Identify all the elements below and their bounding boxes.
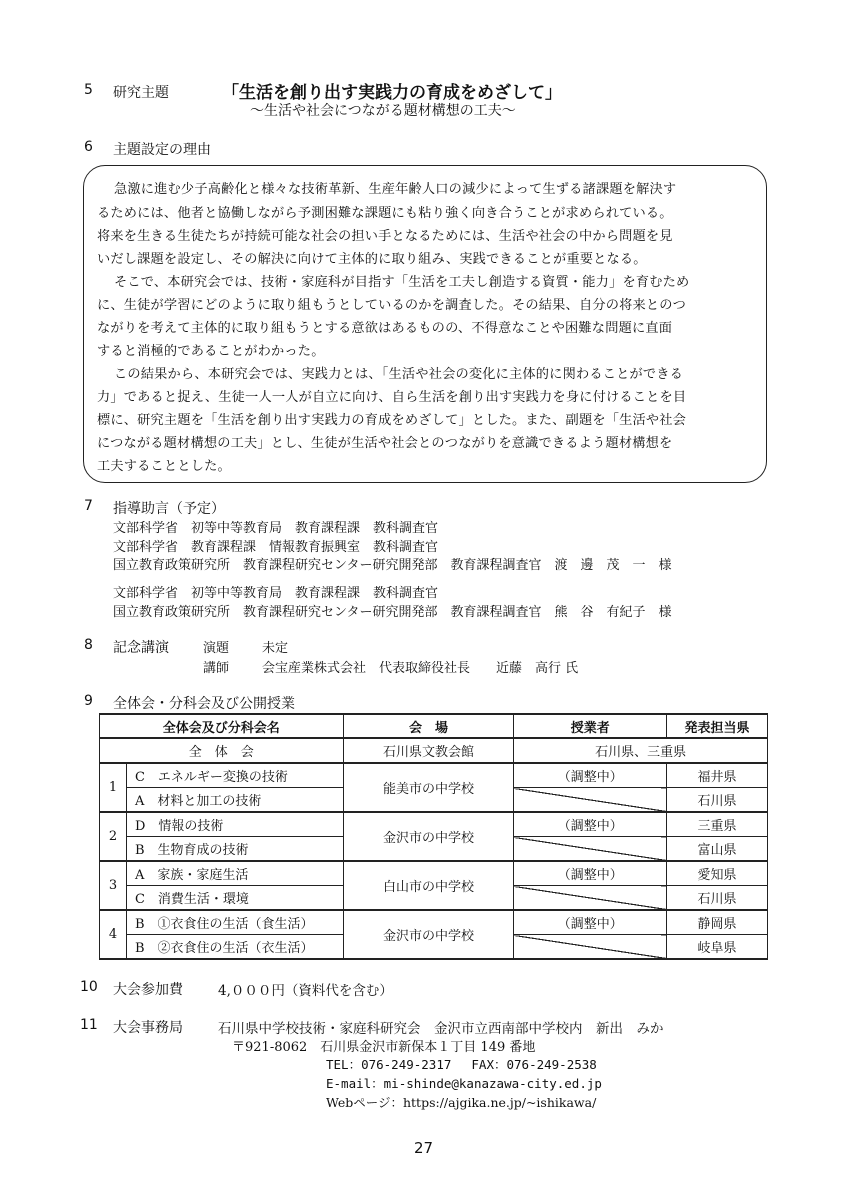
group-teacher: （調整中） xyxy=(514,861,667,886)
advisor-line: 文部科学省 初等中等教育局 教育課程課 教科調査官 xyxy=(113,586,439,601)
group-prefecture: 石川県 xyxy=(667,886,768,911)
section-6-heading: 主題設定の理由 xyxy=(113,142,211,158)
table-header-row xyxy=(100,714,768,738)
group-prefecture: 福井県 xyxy=(667,763,768,788)
lecture-speaker-value: 会宝産業株式会社 代表取締役社長 近藤 高行 氏 xyxy=(262,661,579,676)
secretariat-email[interactable]: E-mail：mi-shinde@kanazawa-city.ed.jp xyxy=(326,1076,602,1091)
section-7-number: 7 xyxy=(84,498,93,514)
group-topic: B ①衣食住の生活（食生活） xyxy=(126,910,343,935)
section-11-number: 11 xyxy=(80,1017,98,1033)
diagonal-blank-cell xyxy=(514,788,667,813)
section-10-heading: 大会参加費 xyxy=(113,982,183,998)
group-topic: D 情報の技術 xyxy=(126,812,343,837)
reason-line: 工夫することとした。 xyxy=(97,459,231,474)
section-5-heading: 研究主題 xyxy=(113,85,169,101)
section-10-number: 10 xyxy=(80,979,98,995)
group-topic: B 生物育成の技術 xyxy=(126,837,343,862)
plenary-host: 石川県、三重県 xyxy=(514,738,768,763)
section-11-heading: 大会事務局 xyxy=(113,1020,183,1036)
diagonal-blank-cell xyxy=(514,837,667,862)
reason-line: 急激に進む少子高齢化と様々な技術革新、生産年齢人口の減少によって生ずる諸課題を解決す xyxy=(114,182,677,197)
secretariat-webpage[interactable]: Webページ：https://ajgika.ne.jp/~ishikawa/ xyxy=(326,1095,597,1110)
reason-line: に、生徒が学習にどのように取り組もうとしているのかを調査した。その結果、自分の将来とのつ xyxy=(97,298,687,313)
group-prefecture: 愛知県 xyxy=(667,861,768,886)
group-prefecture: 石川県 xyxy=(667,788,768,813)
group-topic: C 消費生活・環境 xyxy=(126,886,343,911)
diagonal-blank-cell xyxy=(514,886,667,911)
group-prefecture: 静岡県 xyxy=(667,910,768,935)
diagonal-blank-cell xyxy=(514,935,667,960)
advisor-line: 国立教育政策研究所 教育課程研究センター研究開発部 教育課程調査官 渡 邊 茂 一 様 xyxy=(113,558,672,573)
reason-line: 力」であると捉え、生徒一人一人が自立に向け、自ら生活を創り出す実践力を身に付けることを目 xyxy=(97,390,687,405)
section-7-heading: 指導助言（予定） xyxy=(113,501,225,517)
reason-line: いだし課題を設定し、その解決に向けて主体的に取り組み、実践できることが重要となる。 xyxy=(97,252,647,267)
header-teacher: 授業者 xyxy=(514,714,667,738)
group-prefecture: 三重県 xyxy=(667,812,768,837)
group-venue: 能美市の中学校 xyxy=(343,763,514,812)
group-number: 1 xyxy=(100,763,127,812)
table-row xyxy=(100,812,768,837)
lecture-title-label: 演題 xyxy=(203,641,230,656)
research-theme-subtitle: ～生活や社会につながる題材構想の工夫～ xyxy=(250,103,516,119)
reason-line: この結果から、本研究会では、実践力とは、「生活や社会の変化に主体的に関わることができる xyxy=(114,367,684,382)
lecture-speaker-label: 講師 xyxy=(203,661,230,676)
group-venue: 金沢市の中学校 xyxy=(343,910,514,959)
table-row xyxy=(100,861,768,886)
plenary-name: 全 体 会 xyxy=(100,738,344,763)
reason-line: 将来を生きる生徒たちが持続可能な社会の担い手となるためには、生活や社会の中から問題を見 xyxy=(97,229,673,244)
section-8-number: 8 xyxy=(84,637,93,653)
group-topic: A 家族・家庭生活 xyxy=(126,861,343,886)
reason-line: ながりを考えて主体的に取り組もうとする意欲はあるものの、不得意なことや困難な問題に直面 xyxy=(97,321,673,336)
section-9-heading: 全体会・分科会及び公開授業 xyxy=(113,696,295,712)
reason-line: 標に、研究主題を「生活を創り出す実践力の育成をめざして」とした。また、副題を「生活や社会 xyxy=(97,413,687,428)
section-8-heading: 記念講演 xyxy=(113,640,169,656)
advisor-line: 文部科学省 教育課程課 情報教育振興室 教科調査官 xyxy=(113,540,439,555)
group-venue: 金沢市の中学校 xyxy=(343,812,514,861)
group-number: 2 xyxy=(100,812,127,861)
research-theme: 「生活を創り出す実践力の育成をめざして」 xyxy=(222,83,562,103)
header-presenting-prefecture: 発表担当県 xyxy=(667,714,768,738)
reason-line: につながる題材構想の工夫」とし、生徒が生活や社会とのつながりを意識できるよう題材構想を xyxy=(97,436,673,451)
secretariat-organization: 石川県中学校技術・家庭科研究会 金沢市立西南部中学校内 新出 みか xyxy=(218,1021,664,1037)
advisor-line: 文部科学省 初等中等教育局 教育課程課 教科調査官 xyxy=(113,521,439,536)
table-row xyxy=(100,910,768,935)
group-topic: A 材料と加工の技術 xyxy=(126,788,343,813)
secretariat-address: 〒921-8062 石川県金沢市新保本１丁目 149 番地 xyxy=(232,1040,536,1055)
header-venue: 会 場 xyxy=(343,714,514,738)
lecture-title-value: 未定 xyxy=(262,641,289,656)
page-number: 27 xyxy=(414,1139,434,1157)
plenary-venue: 石川県文教会館 xyxy=(343,738,514,763)
group-topic: C エネルギー変換の技術 xyxy=(126,763,343,788)
secretariat-phone-fax: TEL：076-249-2317 FAX：076-249-2538 xyxy=(326,1057,597,1072)
section-9-number: 9 xyxy=(84,693,93,709)
participation-fee: 4,０００円（資料代を含む） xyxy=(218,983,393,999)
section-5-number: 5 xyxy=(84,82,93,98)
group-prefecture: 岐阜県 xyxy=(667,935,768,960)
group-venue: 白山市の中学校 xyxy=(343,861,514,910)
group-topic: B ②衣食住の生活（衣生活） xyxy=(126,935,343,960)
session-table xyxy=(99,713,768,960)
section-6-number: 6 xyxy=(84,139,93,155)
reason-line: るためには、他者と協働しながら予測困難な課題にも粘り強く向き合うことが求められている。 xyxy=(97,206,673,221)
reason-line: すると消極的であることがわかった。 xyxy=(97,344,325,359)
group-teacher: （調整中） xyxy=(514,763,667,788)
advisor-line: 国立教育政策研究所 教育課程研究センター研究開発部 教育課程調査官 熊 谷 有紀子 様 xyxy=(113,605,672,620)
header-session-name: 全体会及び分科会名 xyxy=(100,714,344,738)
table-row xyxy=(100,763,768,788)
group-number: 4 xyxy=(100,910,127,959)
plenary-row xyxy=(100,738,768,763)
group-teacher: （調整中） xyxy=(514,812,667,837)
group-number: 3 xyxy=(100,861,127,910)
reason-line: そこで、本研究会では、技術・家庭科が目指す「生活を工夫し創造する資質・能力」を育むため xyxy=(114,275,690,290)
group-prefecture: 富山県 xyxy=(667,837,768,862)
group-teacher: （調整中） xyxy=(514,910,667,935)
